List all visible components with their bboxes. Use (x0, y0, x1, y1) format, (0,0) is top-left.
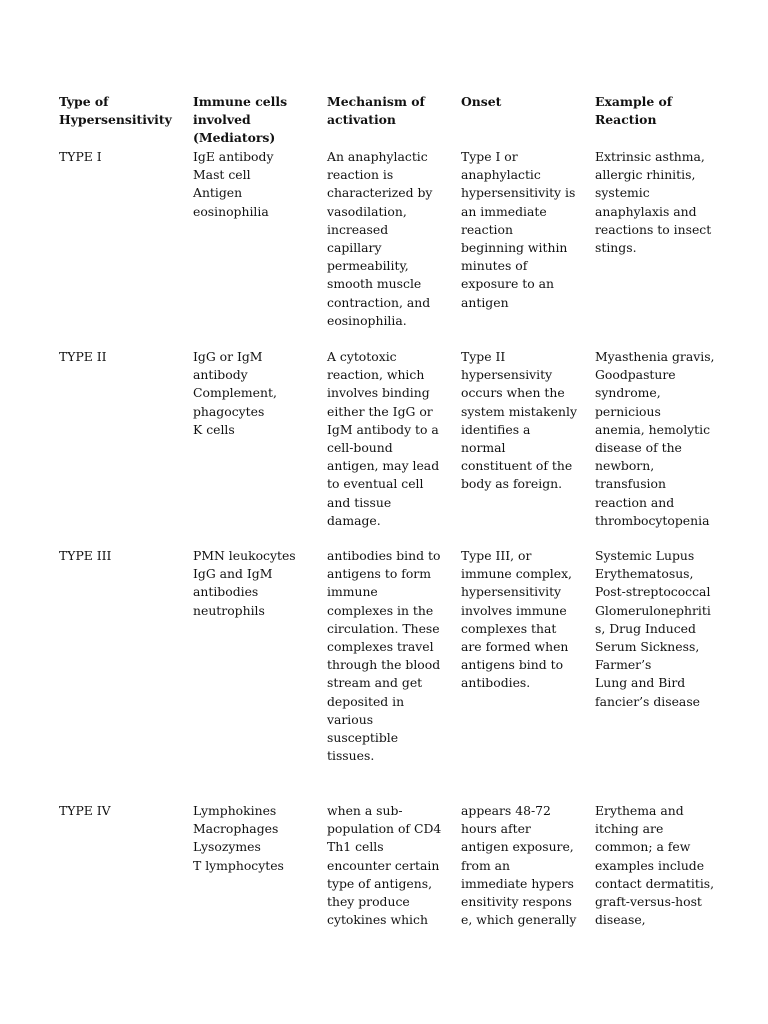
row-type-4-type: TYPE IV (59, 803, 111, 818)
row-type-4-mechanism: when a sub- population of CD4 Th1 cells encounter certain type of antigens, they produce cytokines which (327, 803, 442, 928)
row-type-1-onset: Type I or anaphylactic hypersensitivity is an immediate reaction beginning within minutes of exposure to an antigen (461, 149, 576, 310)
row-type-1-type: TYPE I (59, 149, 102, 164)
header-example: Example of Reaction (595, 94, 673, 128)
row-type-2-type: TYPE II (59, 349, 107, 364)
row-type-3-cells: PMN leukocytes IgG and IgM antibodies neutrophils (193, 548, 296, 618)
row-type-3-mechanism: antibodies bind to antigens to form immune complexes in the circulation. These complexes travel through the blood stream and get deposited in various susceptible tissues. (327, 548, 441, 764)
header-mechanism: Mechanism of activation (327, 94, 425, 128)
row-type-1-cells: IgE antibody Mast cell Antigen eosinophilia (193, 149, 274, 219)
row-type-2-onset: Type II hypersensivity occurs when the system mistakenly identifies a normal constituent of the body as foreign. (461, 349, 577, 492)
row-type-1-example: Extrinsic asthma, allergic rhinitis, systemic anaphylaxis and reactions to insect stings. (595, 149, 712, 256)
header-type: Type of Hypersensitivity (59, 94, 172, 128)
row-type-2-cells: IgG or IgM antibody Complement, phagocytes K cells (193, 349, 277, 437)
row-type-1-mechanism: An anaphylactic reaction is characterized by vasodilation, increased capillary permeability, smooth muscle contraction, and eosinophilia. (327, 149, 433, 328)
row-type-2-example: Myasthenia gravis, Goodpasture syndrome, pernicious anemia, hemolytic disease of the newborn, transfusion reaction and thrombocytopenia (595, 349, 715, 528)
header-onset: Onset (461, 94, 502, 109)
row-type-4-cells: Lymphokines Macrophages Lysozymes T lymphocytes (193, 803, 284, 873)
row-type-3-onset: Type III, or immune complex, hypersensitivity involves immune complexes that are formed when antigens bind to antibodies. (461, 548, 572, 691)
header-immune-cells: Immune cells involved (Mediators) (193, 94, 288, 146)
row-type-4-example: Erythema and itching are common; a few examples include contact dermatitis, graft-versus-host disease, (595, 803, 715, 928)
row-type-3-example: Systemic Lupus Erythematosus, Post-streptococcal Glomerulonephriti s, Drug Induced Serum Sickness, Farmer’s Lung and Bird fancier’s disease (595, 548, 711, 709)
row-type-2-mechanism: A cytotoxic reaction, which involves binding either the IgG or IgM antibody to a cell-bound antigen, may lead to eventual cell and tissue damage. (327, 349, 440, 528)
row-type-3-type: TYPE III (59, 548, 112, 563)
row-type-4-onset: appears 48-72 hours after antigen exposure, from an immediate hypers ensitivity respons e, which generally (461, 803, 577, 928)
